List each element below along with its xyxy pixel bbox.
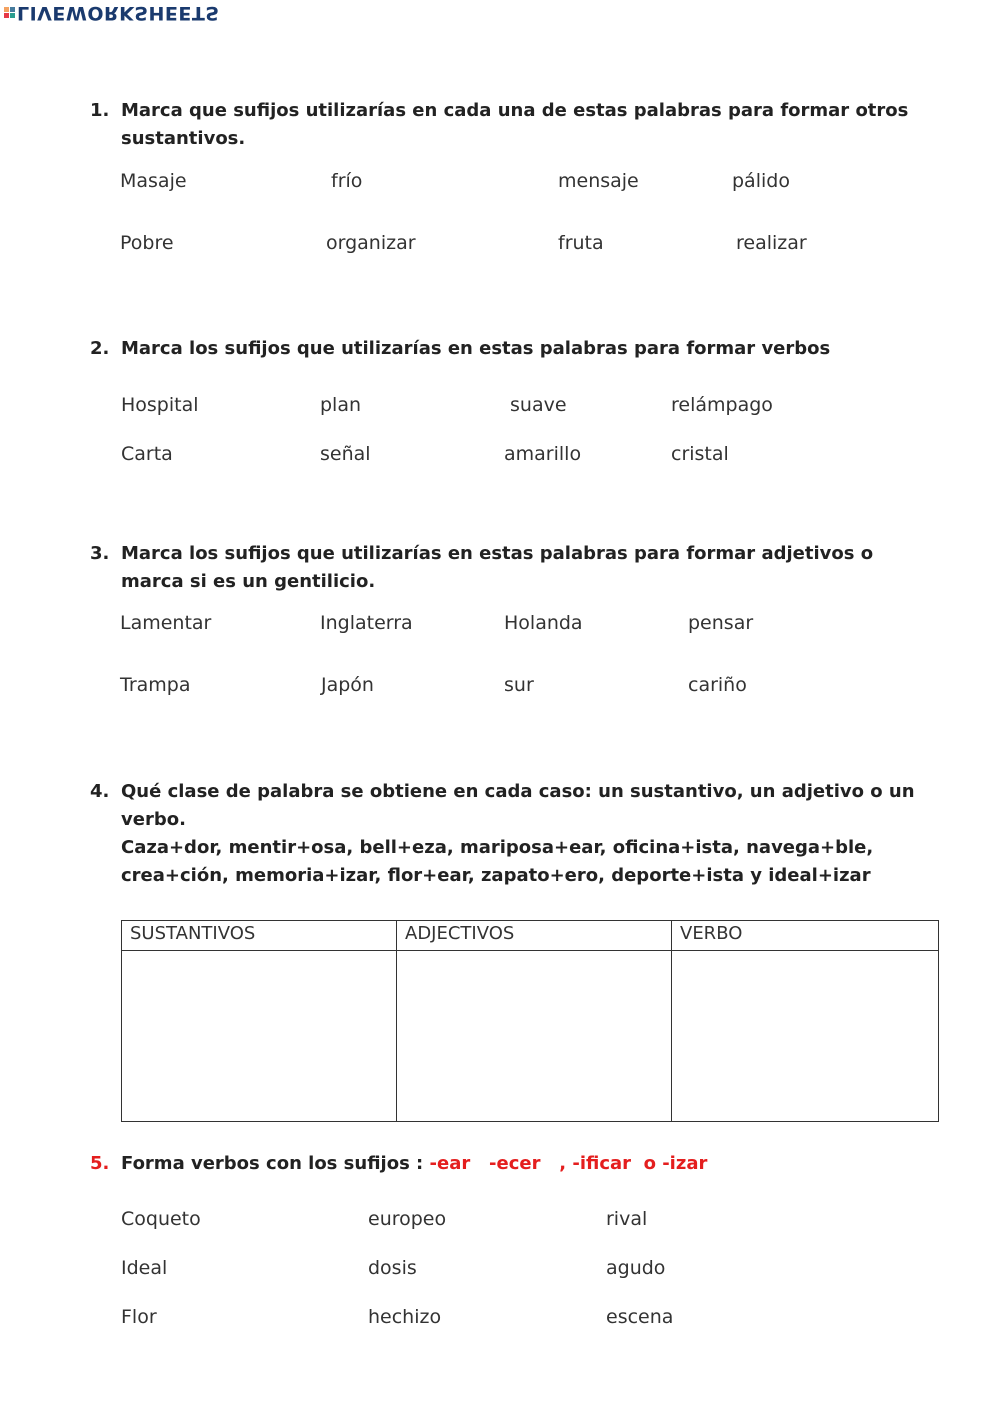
word: organizar [326, 232, 416, 254]
word: Lamentar [120, 612, 212, 634]
answer-cell-adjectivos[interactable] [397, 951, 672, 1122]
word: amarillo [504, 443, 582, 465]
word: rival [606, 1208, 648, 1230]
word: frío [331, 170, 363, 192]
word: Trampa [120, 674, 191, 696]
word: Ideal [121, 1257, 168, 1279]
word: señal [320, 443, 371, 465]
word: cristal [671, 443, 729, 465]
question-text-wrap [121, 1150, 940, 1178]
question-4 [90, 778, 940, 890]
word: Flor [121, 1306, 157, 1328]
question-3 [90, 540, 940, 596]
word: Japón [321, 674, 374, 696]
word: Carta [121, 443, 173, 465]
word-combinations-line: crea+ción, memoria+izar, flor+ear, zapato+ero, deporte+ista y ideal+izar [121, 865, 871, 886]
word: plan [320, 394, 362, 416]
liveworksheets-logo [4, 2, 220, 24]
word: cariño [688, 674, 747, 696]
word-combinations-line: Caza+dor, mentir+osa, bell+eza, mariposa+ear, oficina+ista, navega+ble, [121, 837, 874, 858]
answer-cell-verbo[interactable] [672, 951, 939, 1122]
word: Holanda [504, 612, 583, 634]
question-text: Marca los sufijos que utilizarías en estas palabras para formar verbos [121, 338, 831, 359]
word: agudo [606, 1257, 666, 1279]
question-number: 5. [90, 1153, 110, 1174]
question-text: Marca que sufijos utilizarías en cada una de estas palabras para formar otros sustantivos. [121, 100, 909, 149]
word: realizar [736, 232, 807, 254]
question-number: 1. [90, 100, 110, 121]
word: mensaje [558, 170, 639, 192]
question-number: 2. [90, 338, 110, 359]
question-5 [90, 1150, 940, 1178]
word: escena [606, 1306, 674, 1328]
word: hechizo [368, 1306, 442, 1328]
word: Masaje [120, 170, 187, 192]
word: dosis [368, 1257, 417, 1279]
answer-cell-sustantivos[interactable] [122, 951, 397, 1122]
word: pensar [688, 612, 754, 634]
table-header: SUSTANTIVOS [122, 921, 397, 951]
classification-table [121, 920, 939, 1122]
question-number: 4. [90, 781, 110, 802]
word: pálido [732, 170, 790, 192]
suffix-list: -ear -ecer , -ificar o -izar [429, 1153, 708, 1174]
word: relámpago [671, 394, 773, 416]
word: Coqueto [121, 1208, 201, 1230]
word: sur [504, 674, 534, 696]
word: Inglaterra [320, 612, 413, 634]
table-header: ADJECTIVOS [397, 921, 672, 951]
logo-text: LIVEWORKSHEETS [17, 2, 220, 24]
question-2 [90, 335, 940, 363]
table-header: VERBO [672, 921, 939, 951]
question-text: Marca los sufijos que utilizarías en estas palabras para formar adjetivos o marca si es un gentilicio. [121, 543, 874, 592]
word: fruta [558, 232, 604, 254]
logo-squares-icon [4, 7, 15, 18]
question-text: Forma verbos con los sufijos : [121, 1153, 430, 1174]
word: Pobre [120, 232, 174, 254]
question-text: Qué clase de palabra se obtiene en cada caso: un sustantivo, un adjetivo o un verbo. [121, 781, 915, 830]
word: suave [510, 394, 567, 416]
question-number: 3. [90, 543, 110, 564]
word: europeo [368, 1208, 447, 1230]
word: Hospital [121, 394, 199, 416]
question-1 [90, 97, 940, 153]
